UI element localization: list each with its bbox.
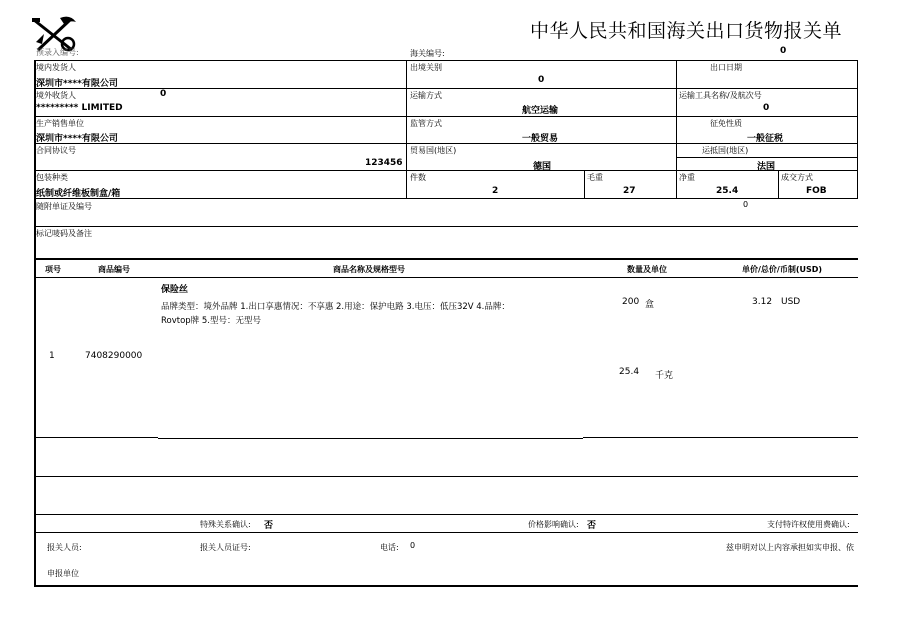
row-sep-7 [34,258,858,260]
goods-unit-price: 3.12 [752,297,773,307]
terms-value: FOB [806,186,827,196]
row-sep-3 [34,143,858,144]
row-sep-3b [676,157,858,158]
declarant-label: 报关人员: [47,543,82,552]
vsep-gross [584,170,585,198]
dest-country-label: 运抵国(地区) [702,146,749,155]
row-sep-header [34,277,858,278]
contract-value: 123456 [365,158,403,168]
declarant-id-label: 报关人员证号: [200,543,251,552]
contract-label: 合同协议号 [36,146,76,155]
transport-mode-label: 运输方式 [410,91,442,100]
row-sep-1 [34,88,858,89]
net-value: 25.4 [716,186,739,196]
row-sep-5 [34,198,858,199]
document-title: 中华人民共和国海关出口货物报关单 [530,20,843,42]
col-qty-unit: 数量及单位 [627,265,667,274]
vehicle-value: 0 [763,103,770,113]
goods-name: 保险丝 [161,285,189,295]
terms-label: 成交方式 [781,173,813,182]
consignee-code: 0 [160,89,167,99]
export-date-label: 出口日期 [710,63,742,72]
goods-sep-b [158,438,583,439]
exemption-value: 一般征税 [747,134,784,144]
packing-label: 包装种类 [36,173,68,182]
frame-top [34,60,858,61]
goods-spec-line1: 品牌类型：境外品牌 1.出口享惠情况：不享惠 2.用途：保护电路 3.电压：低压32V 4.品牌： [161,302,510,312]
frame-bottom [34,585,858,587]
trade-country-value: 德国 [533,162,552,172]
goods-item-no: 1 [49,351,55,361]
confirm-sep [34,532,858,533]
col-item-no: 项号 [45,265,61,274]
goods-spec-line2: Rovtop牌 5.型号：无型号 [161,316,261,326]
shipper-label: 境内发货人 [36,63,76,72]
special-relation-label: 特殊关系确认: [200,520,251,529]
trade-country-label: 贸易国(地区) [410,146,457,155]
transport-mode-value: 航空运输 [522,106,559,116]
price-impact-value: 否 [587,521,597,531]
supervision-label: 监管方式 [410,119,442,128]
goods-code: 7408290000 [85,351,143,361]
net-label: 净重 [679,173,695,182]
exit-customs-label: 出境关别 [410,63,442,72]
special-relation-value: 否 [264,521,274,531]
gross-label: 毛重 [587,173,603,182]
row-sep-6 [34,226,858,227]
pieces-value: 2 [492,186,499,196]
goods-sep-2 [34,476,858,477]
dest-country-value: 法国 [757,162,776,172]
goods-qty1: 200 [622,297,640,307]
exit-customs-value: 0 [538,75,545,85]
shipper-value: 深圳市****有限公司 [36,79,118,89]
producer-value: 深圳市****有限公司 [36,134,118,144]
exemption-label: 征免性质 [710,119,742,128]
customs-no-value: 0 [780,46,787,56]
packing-value: 纸制或纤维板制盒/箱 [36,189,121,199]
customs-no-label: 海关编号: [410,49,445,58]
goods-qty2: 25.4 [619,367,640,377]
marks-label: 标记唛码及备注 [36,229,92,238]
goods-currency: USD [781,297,801,307]
col-price: 单价/总价/币制(USD) [742,265,823,274]
goods-unit2: 千克 [655,371,674,381]
vsep-terms [778,170,779,198]
pieces-label: 件数 [410,173,426,182]
vsep-right [676,60,677,198]
producer-label: 生产销售单位 [36,119,84,128]
phone-value: 0 [410,541,416,550]
docs-label: 随附单证及编号 [36,202,92,211]
docs-value: 0 [743,200,749,209]
price-impact-label: 价格影响确认: [528,520,579,529]
goods-sep-3 [34,514,858,515]
vsep-main [406,60,407,198]
goods-sep-a [34,437,158,438]
phone-label: 电话: [380,543,399,552]
col-name-spec: 商品名称及规格型号 [333,265,405,274]
declaring-unit-label: 申报单位 [47,569,79,578]
vehicle-label: 运输工具名称/及航次号 [679,91,762,100]
vsep-right-edge [857,60,858,198]
goods-unit1: 盒 [645,300,655,310]
statement-text: 兹申明对以上内容承担如实申报、依 [726,543,854,552]
pre-entry-label: 预录入编号: [36,48,79,57]
gross-value: 27 [623,186,636,196]
supervision-value: 一般贸易 [522,134,559,144]
row-sep-2 [34,116,858,117]
royalty-label: 支付特许权使用费确认: [767,520,850,529]
consignee-value: ********* LIMITED [36,103,123,113]
goods-sep-c [583,437,858,438]
col-code: 商品编号 [98,265,130,274]
row-sep-4 [34,170,858,171]
consignee-label: 境外收货人 [36,91,76,100]
